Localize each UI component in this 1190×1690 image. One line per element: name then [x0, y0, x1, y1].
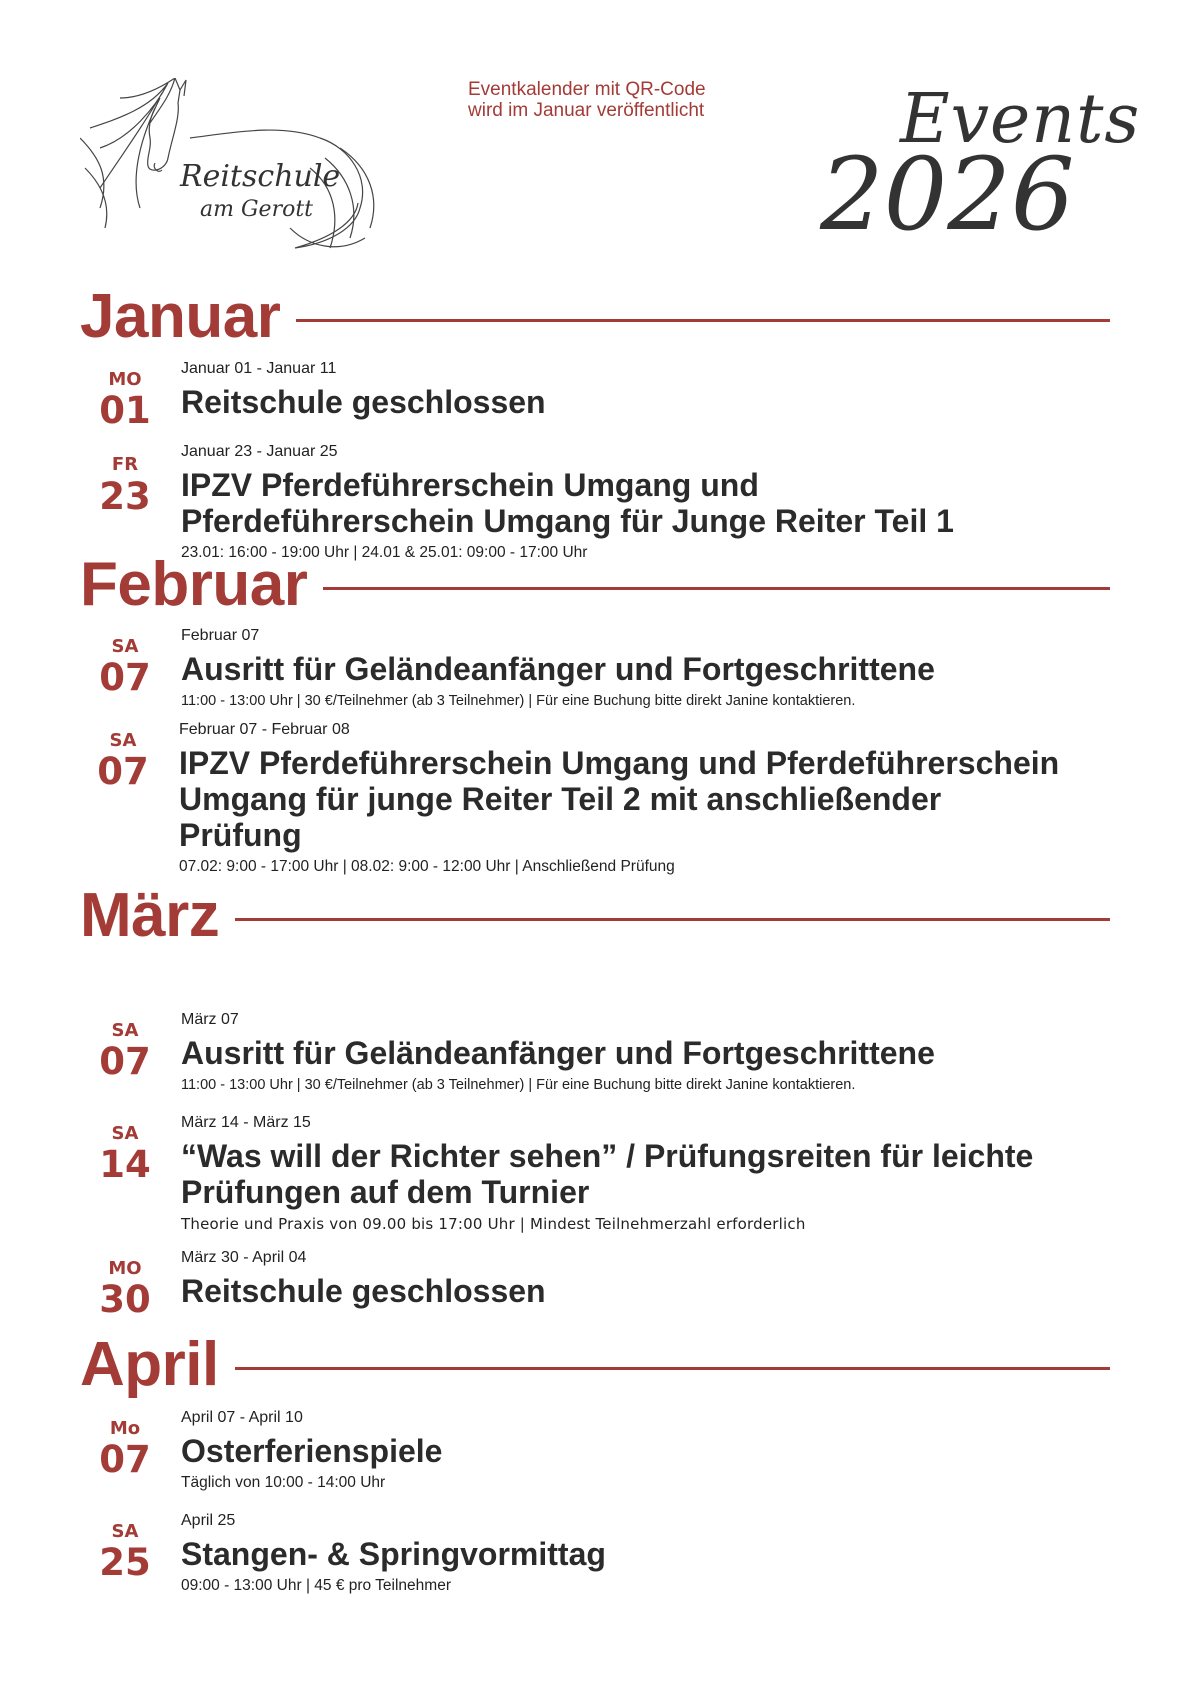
- event-body: [181, 1249, 1110, 1309]
- event-day: 07: [99, 1438, 151, 1481]
- month-header-april: [80, 1330, 1110, 1400]
- event-date-range: Februar 07: [181, 627, 260, 644]
- event-date-range: März 07: [181, 1011, 239, 1028]
- event-date-range: Februar 07 - Februar 08: [179, 721, 350, 738]
- event-title-line: IPZV Pferdeführerschein Umgang und Pferdeführerschein: [179, 745, 1060, 781]
- event-date-range: März 30 - April 04: [181, 1249, 307, 1266]
- event-day: 23: [99, 475, 151, 518]
- event-title: Stangen- & Springvormittag: [181, 1536, 606, 1572]
- event-detail: 11:00 - 13:00 Uhr | 30 €/Teilnehmer (ab 3 Teilnehmer) | Für eine Buchung bitte direkt Janine kontaktieren.: [181, 693, 856, 709]
- event-day: 07: [97, 750, 149, 793]
- event-date-range: April 25: [181, 1512, 236, 1529]
- month-divider: [235, 918, 1110, 921]
- event-title: Reitschule geschlossen: [181, 384, 546, 420]
- event-date-range: März 14 - März 15: [181, 1114, 311, 1131]
- event-weekday: SA: [111, 1123, 139, 1144]
- event-day: 01: [99, 389, 151, 432]
- event-detail: 09:00 - 13:00 Uhr | 45 € pro Teilnehmer: [181, 1577, 451, 1594]
- event-body: [181, 627, 1110, 710]
- month-divider: [235, 1367, 1110, 1370]
- event-title: [181, 467, 1110, 539]
- event-title-line: Umgang für junge Reiter Teil 2 mit anschließender: [179, 781, 942, 817]
- event-date-range: April 07 - April 10: [181, 1409, 303, 1426]
- event-detail: Täglich von 10:00 - 14:00 Uhr: [181, 1474, 386, 1491]
- event-title-line: Prüfungen auf dem Turnier: [181, 1174, 590, 1210]
- logo-name: Reitschule: [180, 159, 341, 194]
- event-title-line: Pferdeführerschein Umgang für Junge Reiter Teil 1: [181, 503, 954, 539]
- qr-notice-line2: wird im Januar veröffentlicht: [468, 100, 705, 121]
- event-date-range: Januar 01 - Januar 11: [181, 360, 337, 377]
- event-weekday: MO: [108, 1258, 142, 1279]
- month-header-januar: [80, 282, 1110, 352]
- month-name: Februar: [80, 550, 308, 619]
- event-day: 07: [99, 1040, 151, 1083]
- event-weekday: SA: [111, 1521, 139, 1542]
- event-weekday: MO: [108, 369, 142, 390]
- event-body: [181, 443, 1110, 562]
- event-weekday: SA: [111, 1020, 139, 1041]
- event-body: [181, 1114, 1110, 1233]
- event-body: [181, 360, 1110, 420]
- event-title-line: Prüfung: [179, 817, 302, 853]
- qr-notice-line1: Eventkalender mit QR-Code: [468, 79, 706, 100]
- event-detail: 23.01: 16:00 - 19:00 Uhr | 24.01 & 25.01: 09:00 - 17:00 Uhr: [181, 544, 588, 561]
- event-body: [181, 1011, 1110, 1094]
- event-detail: 07.02: 9:00 - 17:00 Uhr | 08.02: 9:00 - 12:00 Uhr | Anschließend Prüfung: [179, 858, 675, 875]
- event-title: Ausritt für Geländeanfänger und Fortgeschrittene: [181, 651, 935, 687]
- event-body: [181, 1512, 1110, 1595]
- event-title: Osterferienspiele: [181, 1433, 443, 1469]
- event-weekday: Mo: [109, 1418, 141, 1439]
- month-name: April: [80, 1330, 219, 1399]
- event-weekday: SA: [111, 636, 139, 657]
- event-title: [179, 745, 1110, 853]
- month-name: März: [80, 881, 220, 950]
- event-detail: 11:00 - 13:00 Uhr | 30 €/Teilnehmer (ab 3 Teilnehmer) | Für eine Buchung bitte direkt Janine kontaktieren.: [181, 1077, 856, 1093]
- month-divider: [296, 319, 1110, 322]
- month-header-maerz: [80, 881, 1110, 951]
- event-day: 07: [99, 656, 151, 699]
- horse-head-icon: [80, 78, 410, 278]
- event-weekday: FR: [111, 454, 139, 475]
- event-title: [181, 1138, 1110, 1210]
- logo-reitschule: [80, 78, 410, 278]
- logo-sub: am Gerott: [200, 197, 314, 222]
- event-day: 30: [99, 1278, 151, 1321]
- event-title-line: IPZV Pferdeführerschein Umgang und: [181, 467, 759, 503]
- month-name: Januar: [80, 282, 281, 351]
- event-date-range: Januar 23 - Januar 25: [181, 443, 338, 460]
- title-events: Events: [900, 80, 1141, 159]
- event-day: 14: [99, 1143, 151, 1186]
- event-title: Ausritt für Geländeanfänger und Fortgeschrittene: [181, 1035, 935, 1071]
- event-title-line: “Was will der Richter sehen” / Prüfungsreiten für leichte: [181, 1138, 1034, 1174]
- qr-notice: [468, 79, 706, 121]
- event-day: 25: [99, 1541, 151, 1584]
- month-header-februar: [80, 550, 1110, 620]
- event-detail: Theorie und Praxis von 09.00 bis 17:00 Uhr | Mindest Teilnehmerzahl erforderlich: [181, 1215, 806, 1233]
- event-body: [179, 721, 1110, 876]
- event-weekday: SA: [109, 730, 137, 751]
- month-divider: [323, 587, 1110, 590]
- title-year: 2026: [820, 136, 1075, 253]
- event-body: [181, 1409, 1110, 1492]
- event-title: Reitschule geschlossen: [181, 1273, 546, 1309]
